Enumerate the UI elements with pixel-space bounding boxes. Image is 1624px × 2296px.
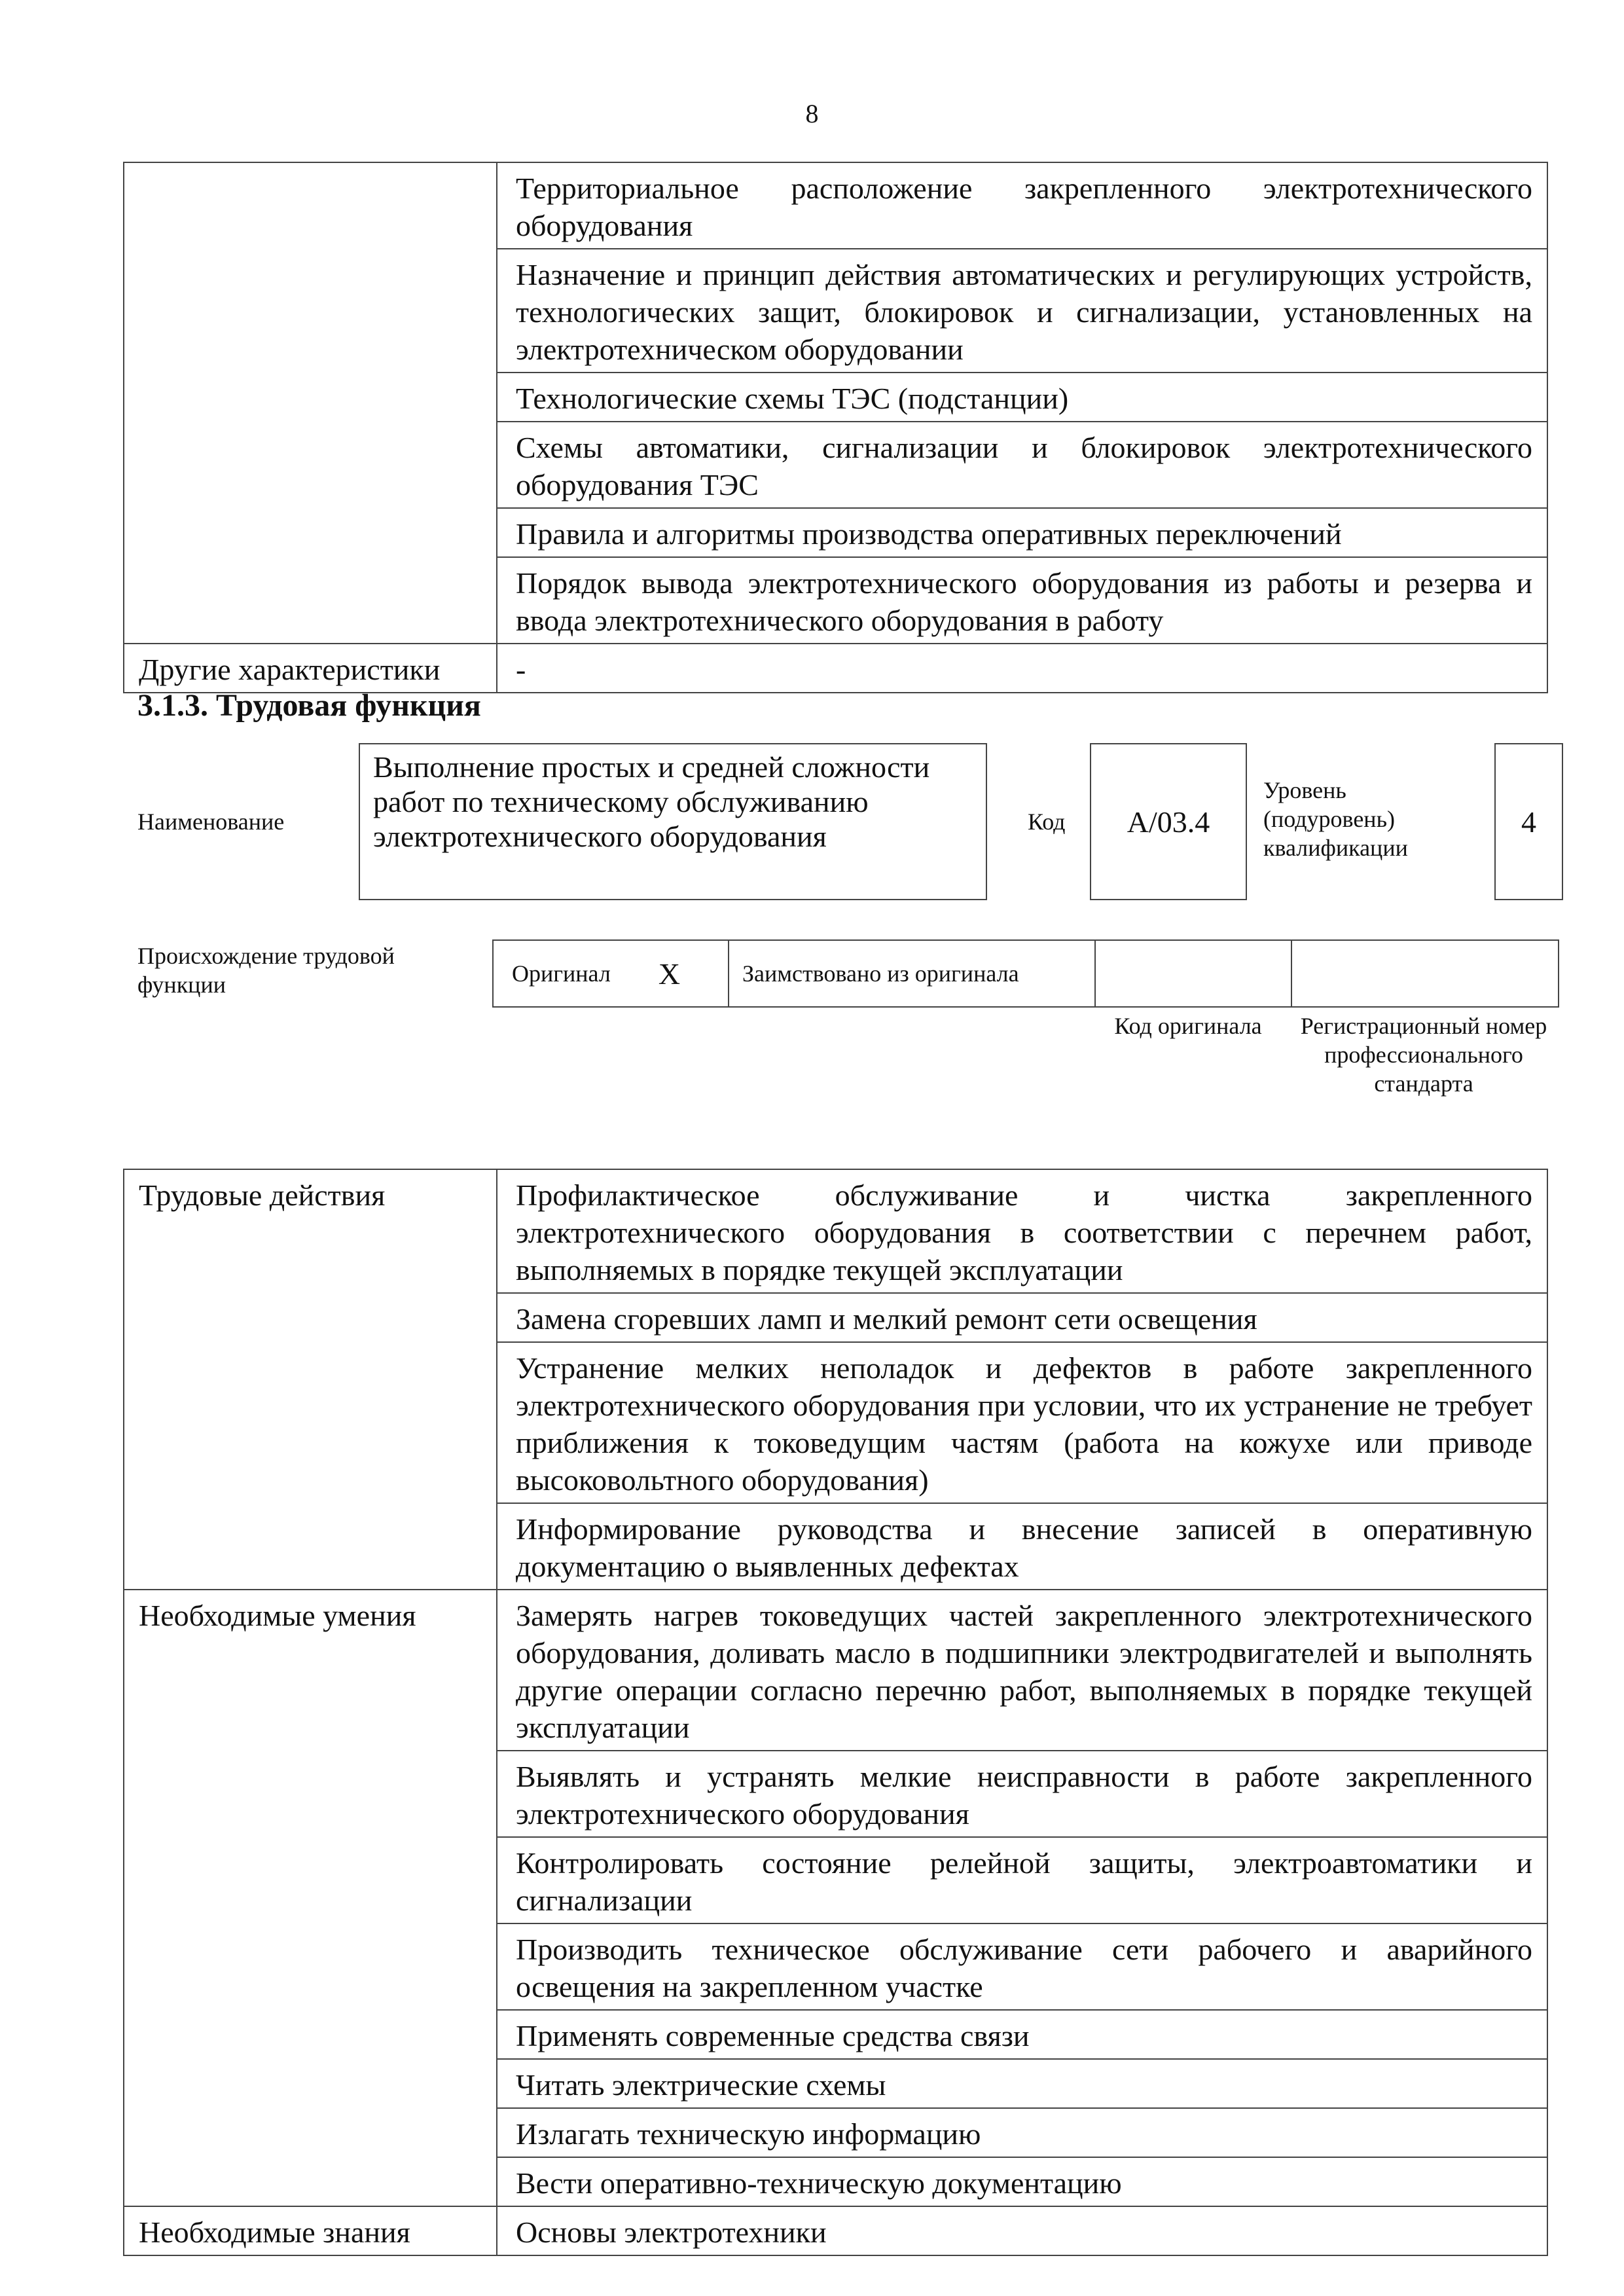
labor-action-item: Информирование руководства и внесение записей в оперативную документацию о выявленных дефектах xyxy=(497,1503,1547,1590)
skill-item: Вести оперативно-техническую документацию xyxy=(497,2157,1547,2206)
origin-row xyxy=(492,939,1559,1008)
function-code-box: A/03.4 xyxy=(1090,743,1247,900)
knowledge-continuation-table xyxy=(123,162,1548,693)
borrowed-label: Заимствовано из оригинала xyxy=(729,940,1095,1007)
name-label: Наименование xyxy=(137,809,285,835)
skill-item: Читать электрические схемы xyxy=(497,2059,1547,2108)
qualification-level-box: 4 xyxy=(1494,743,1563,900)
qualification-level-label: Уровень (подуровень) квалификации xyxy=(1263,777,1408,861)
knowledge-item: Территориальное расположение закрепленного электротехнического оборудования xyxy=(497,162,1547,249)
skill-item: Выявлять и устранять мелкие неисправности в работе закрепленного электротехнического оборудования xyxy=(497,1751,1547,1837)
table-label-cell-empty xyxy=(124,162,497,644)
labor-action-item: Устранение мелких неполадок и дефектов в работе закрепленного электротехнического оборудования при условии, что их устранение не требует приближения к токоведущим частям (работа на кожухе или приводе высоковольтного оборудования) xyxy=(497,1342,1547,1503)
other-characteristics-label: Другие характеристики xyxy=(124,644,497,693)
labor-action-item: Замена сгоревших ламп и мелкий ремонт сети освещения xyxy=(497,1293,1547,1342)
knowledge-item: Порядок вывода электротехнического оборудования из работы и резерва и ввода электротехнического оборудования в работу xyxy=(497,557,1547,644)
knowledge-item: Схемы автоматики, сигнализации и блокировок электротехнического оборудования ТЭС xyxy=(497,422,1547,508)
skill-item: Применять современные средства связи xyxy=(497,2010,1547,2059)
original-mark: X xyxy=(611,940,729,1007)
original-code-cell xyxy=(1095,940,1291,1007)
function-name-box: Выполнение простых и средней сложности работ по техническому обслуживанию электротехнического оборудования xyxy=(359,743,987,900)
section-heading: 3.1.3. Трудовая функция xyxy=(137,688,481,723)
skill-item: Контролировать состояние релейной защиты, электроавтоматики и сигнализации xyxy=(497,1837,1547,1923)
page-number: 8 xyxy=(805,99,819,128)
original-label: Оригинал xyxy=(493,940,611,1007)
skill-item: Излагать техническую информацию xyxy=(497,2108,1547,2157)
labor-action-item: Профилактическое обслуживание и чистка закрепленного электротехнического оборудования в соответствии с перечнем работ, выполняемых в порядке текущей эксплуатации xyxy=(497,1169,1547,1293)
knowledge-item: Назначение и принцип действия автоматических и регулирующих устройств, технологических защит, блокировок и сигнализации, установленных на электротехническом оборудовании xyxy=(497,249,1547,373)
knowledge-item: Технологические схемы ТЭС (подстанции) xyxy=(497,373,1547,422)
knowledge-item: Правила и алгоритмы производства оперативных переключений xyxy=(497,508,1547,557)
required-skills-label: Необходимые умения xyxy=(124,1590,497,2206)
skill-item: Производить техническое обслуживание сети рабочего и аварийного освещения на закрепленном участке xyxy=(497,1923,1547,2010)
labor-actions-label: Трудовые действия xyxy=(124,1169,497,1590)
required-knowledge-label: Необходимые знания xyxy=(124,2206,497,2255)
labor-function-table xyxy=(123,1169,1548,2256)
origin-label: Происхождение трудовой функции xyxy=(137,943,395,998)
registration-number-cell xyxy=(1291,940,1559,1007)
original-code-caption: Код оригинала xyxy=(1114,1013,1262,1039)
knowledge-item: Основы электротехники xyxy=(497,2206,1547,2255)
code-label: Код xyxy=(1028,809,1066,835)
registration-number-caption: Регистрационный номер профессионального стандарта xyxy=(1300,1013,1547,1097)
other-characteristics-value: - xyxy=(497,644,1547,693)
skill-item: Замерять нагрев токоведущих частей закрепленного электротехнического оборудования, доливать масло в подшипники электродвигателей и выполнять другие операции согласно перечню работ, выполняемых в порядке текущей эксплуатации xyxy=(497,1590,1547,1751)
